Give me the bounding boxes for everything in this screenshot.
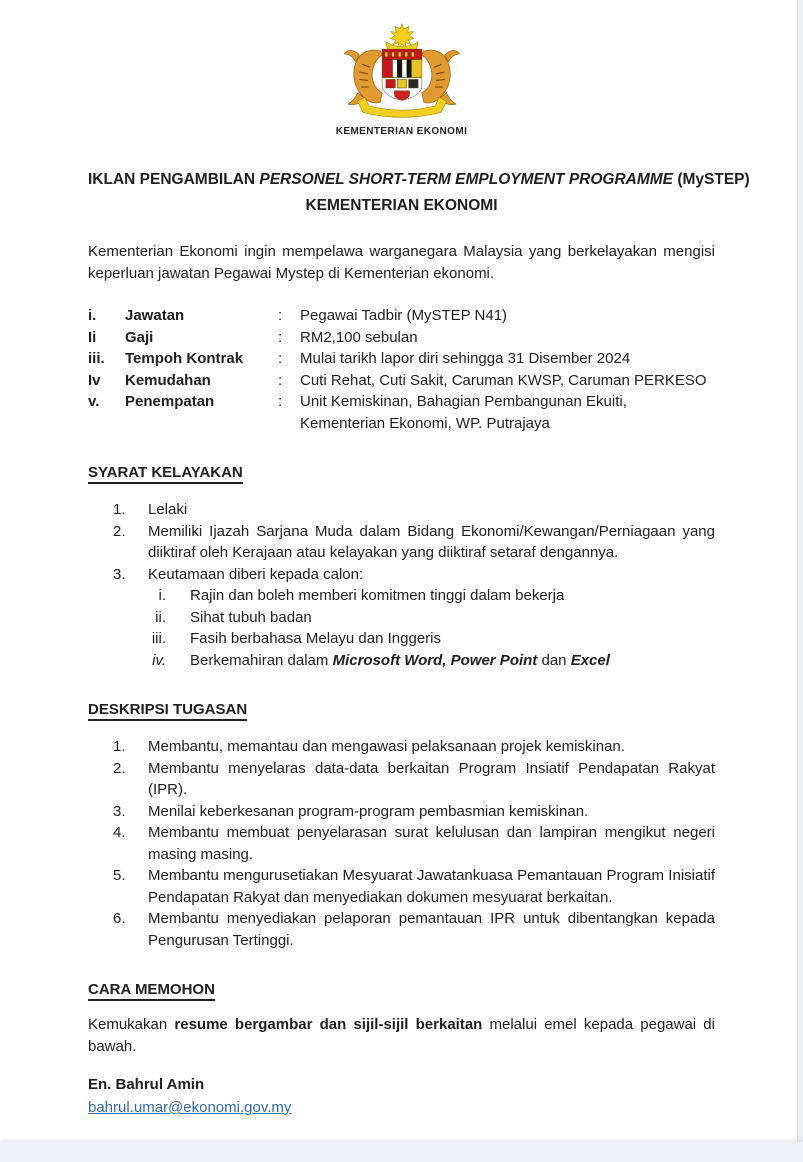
page-edge-strip [797, 0, 803, 1162]
list-item: 1. Lelaki [113, 501, 188, 518]
syarat-sub-list [88, 585, 715, 671]
detail-row-gaji: Ii Gaji : RM2,100 sebulan [88, 328, 418, 346]
email-link[interactable]: bahrul.umar@ekonomi.gov.my [88, 1099, 292, 1116]
contact-email [88, 1096, 715, 1120]
page-subtitle: KEMENTERIAN EKONOMI [305, 197, 498, 214]
list-item: 5. Membantu mengurusetiakan Mesyuarat Jawatankuasa Pemantauan Program Inisiatif Pendapatan Rakyat dan menyediakan dokumen mesyuarat berkaitan. [113, 867, 715, 906]
bottom-background-bar [0, 1142, 803, 1162]
list-item: 4. Membantu membuat penyelarasan surat kelulusan dan lampiran mengikut negeri masing masing. [113, 824, 715, 863]
list-item: 3. Menilai keberkesanan program-program pembasmian kemiskinan. [113, 802, 589, 820]
list-item: 2. Membantu menyelaras data-data berkaitan Program Insiatif Pendapatan Rakyat (IPR). [113, 759, 715, 798]
contact-name: En. Bahrul Amin [88, 1076, 205, 1093]
detail-row-tempoh-kontrak: iii. Tempoh Kontrak : Mulai tarikh lapor diri sehingga 31 Disember 2024 [88, 350, 631, 367]
section-heading-syarat: SYARAT KELAYAKAN [88, 464, 715, 481]
list-item: 3. Keutamaan diberi kepada calon: [113, 565, 364, 583]
list-item: 2. Memiliki Ijazah Sarjana Muda dalam Bidang Ekonomi/Kewangan/Perniagaan yang diiktiraf oleh Kerajaan atau kelayakan yang diiktiraf setaraf dengannya. [113, 522, 715, 561]
deskripsi-list [88, 736, 715, 951]
malaysia-coat-of-arms-icon [331, 22, 473, 118]
list-item: 1. Membantu, memantau dan mengawasi pelaksanaan projek kemiskinan. [113, 738, 625, 755]
sub-list-item: iv. Berkemahiran dalam Microsoft Word, Power Point dan Excel [152, 651, 610, 669]
section-heading-deskripsi: DESKRIPSI TUGASAN [88, 701, 715, 718]
section-heading-cara-memohon: CARA MEMOHON [88, 981, 715, 998]
sub-list-item: ii. Sihat tubuh badan [155, 608, 312, 626]
list-item: 6. Membantu menyediakan pelaporan pemantauan IPR untuk dibentangkan kepada Pengurusan Tertinggi. [113, 910, 715, 949]
job-details-list [88, 305, 715, 434]
logo-caption: KEMENTERIAN EKONOMI [335, 126, 468, 137]
ministry-logo [0, 0, 803, 137]
sub-list-item: iii. Fasih berbahasa Melayu dan Inggeris [151, 630, 441, 647]
page-title: IKLAN PENGAMBILAN PERSONEL SHORT-TERM EMPLOYMENT PROGRAMME (MySTEP) [88, 171, 750, 188]
syarat-list [88, 499, 715, 671]
detail-row-penempatan: v. Penempatan : Unit Kemiskinan, Bahagian Pembangunan Ekuiti, Kementerian Ekonomi, WP. Putrajaya [88, 393, 627, 432]
intro-paragraph: Kementerian Ekonomi ingin mempelawa warganegara Malaysia yang berkelayakan mengisi keperluan jawatan Pegawai Mystep di Kementerian ekonomi. [88, 243, 715, 282]
detail-row-kemudahan: Iv Kemudahan : Cuti Rehat, Cuti Sakit, Caruman KWSP, Caruman PERKESO [88, 371, 707, 389]
sub-list-item: i. Rajin dan boleh memberi komitmen tinggi dalam bekerja [158, 587, 565, 604]
cara-paragraph: Kemukakan resume bergambar dan sijil-sijil berkaitan melalui emel kepada pegawai di bawah. [88, 1016, 715, 1055]
detail-row-jawatan: i. Jawatan : Pegawai Tadbir (MySTEP N41) [88, 307, 508, 324]
